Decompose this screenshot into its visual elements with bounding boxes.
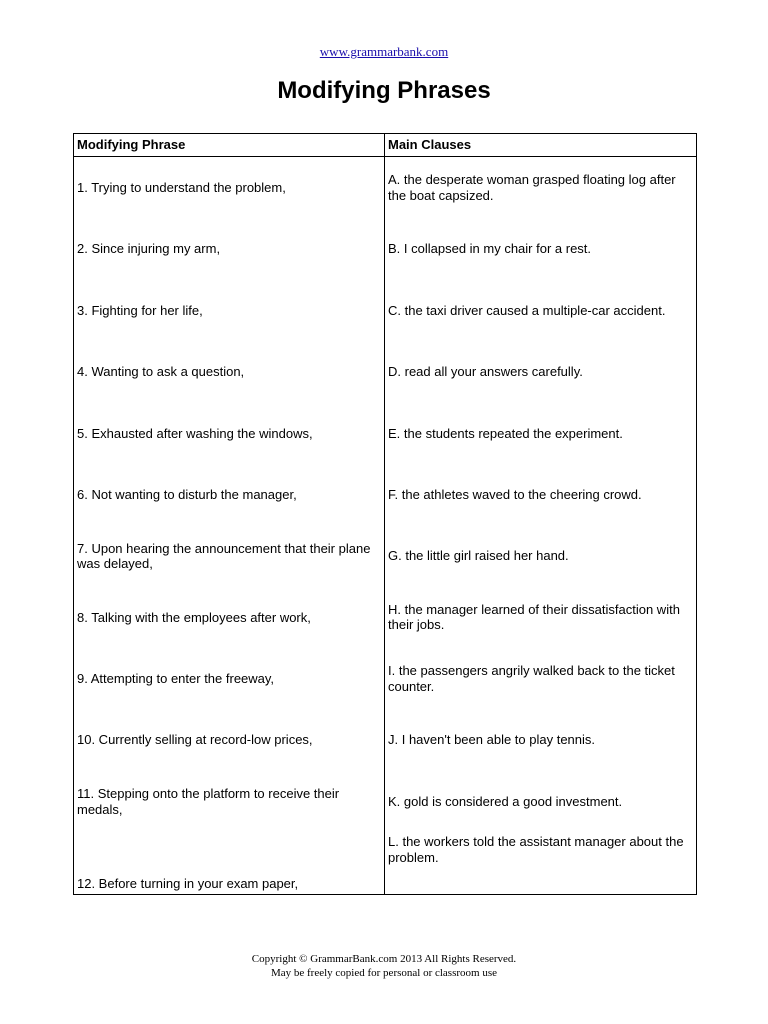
- site-link[interactable]: www.grammarbank.com: [319, 44, 449, 59]
- phrase-cell: 1. Trying to understand the problem,: [74, 157, 385, 219]
- phrase-cell: 4. Wanting to ask a question,: [74, 341, 385, 402]
- clause-cell: B. I collapsed in my chair for a rest.: [385, 218, 697, 279]
- table-row: [74, 218, 697, 279]
- page-title: Modifying Phrases: [277, 77, 491, 104]
- table-header-row: [74, 134, 697, 157]
- table-row: [74, 341, 697, 402]
- phrase-cell: 12. Before turning in your exam paper,: [74, 832, 385, 894]
- column-header-clause: Main Clauses: [385, 134, 697, 157]
- phrase-cell: 9. Attempting to enter the freeway,: [74, 648, 385, 709]
- phrase-cell: 5. Exhausted after washing the windows,: [74, 403, 385, 464]
- copyright-text: Copyright © GrammarBank.com 2013 All Rights Reserved.: [251, 953, 517, 965]
- phrase-cell: 11. Stepping onto the platform to receive their medals,: [74, 771, 385, 832]
- clause-cell: I. the passengers angrily walked back to the ticket counter.: [385, 648, 697, 709]
- clause-cell: H. the manager learned of their dissatisfaction with their jobs.: [385, 587, 697, 648]
- usage-note: May be freely copied for personal or classroom use: [270, 967, 498, 979]
- table-row: [74, 832, 697, 894]
- footer: [0, 952, 768, 980]
- phrase-cell: 2. Since injuring my arm,: [74, 218, 385, 279]
- table-row: [74, 525, 697, 586]
- table-row: [74, 157, 697, 219]
- site-link-container: [0, 44, 768, 60]
- phrase-cell: 6. Not wanting to disturb the manager,: [74, 464, 385, 525]
- phrase-cell: 10. Currently selling at record-low prices,: [74, 710, 385, 771]
- clause-cell: F. the athletes waved to the cheering crowd.: [385, 464, 697, 525]
- table-row: [74, 710, 697, 771]
- phrase-cell: 7. Upon hearing the announcement that their plane was delayed,: [74, 525, 385, 586]
- phrase-cell: 8. Talking with the employees after work,: [74, 587, 385, 648]
- clause-cell: A. the desperate woman grasped floating log after the boat capsized.: [385, 157, 697, 219]
- column-header-phrase: Modifying Phrase: [74, 134, 385, 157]
- table-row: [74, 648, 697, 709]
- phrase-cell: 3. Fighting for her life,: [74, 280, 385, 341]
- exercise-table: [73, 133, 697, 895]
- table-row: [74, 403, 697, 464]
- clause-cell: K. gold is considered a good investment.: [385, 771, 697, 832]
- table-row: [74, 280, 697, 341]
- clause-cell: G. the little girl raised her hand.: [385, 525, 697, 586]
- clause-cell: L. the workers told the assistant manager about the problem.: [385, 832, 697, 894]
- table-row: [74, 771, 697, 832]
- clause-cell: C. the taxi driver caused a multiple-car accident.: [385, 280, 697, 341]
- clause-cell: D. read all your answers carefully.: [385, 341, 697, 402]
- clause-cell: J. I haven't been able to play tennis.: [385, 710, 697, 771]
- table-row: [74, 587, 697, 648]
- table-row: [74, 464, 697, 525]
- clause-cell: E. the students repeated the experiment.: [385, 403, 697, 464]
